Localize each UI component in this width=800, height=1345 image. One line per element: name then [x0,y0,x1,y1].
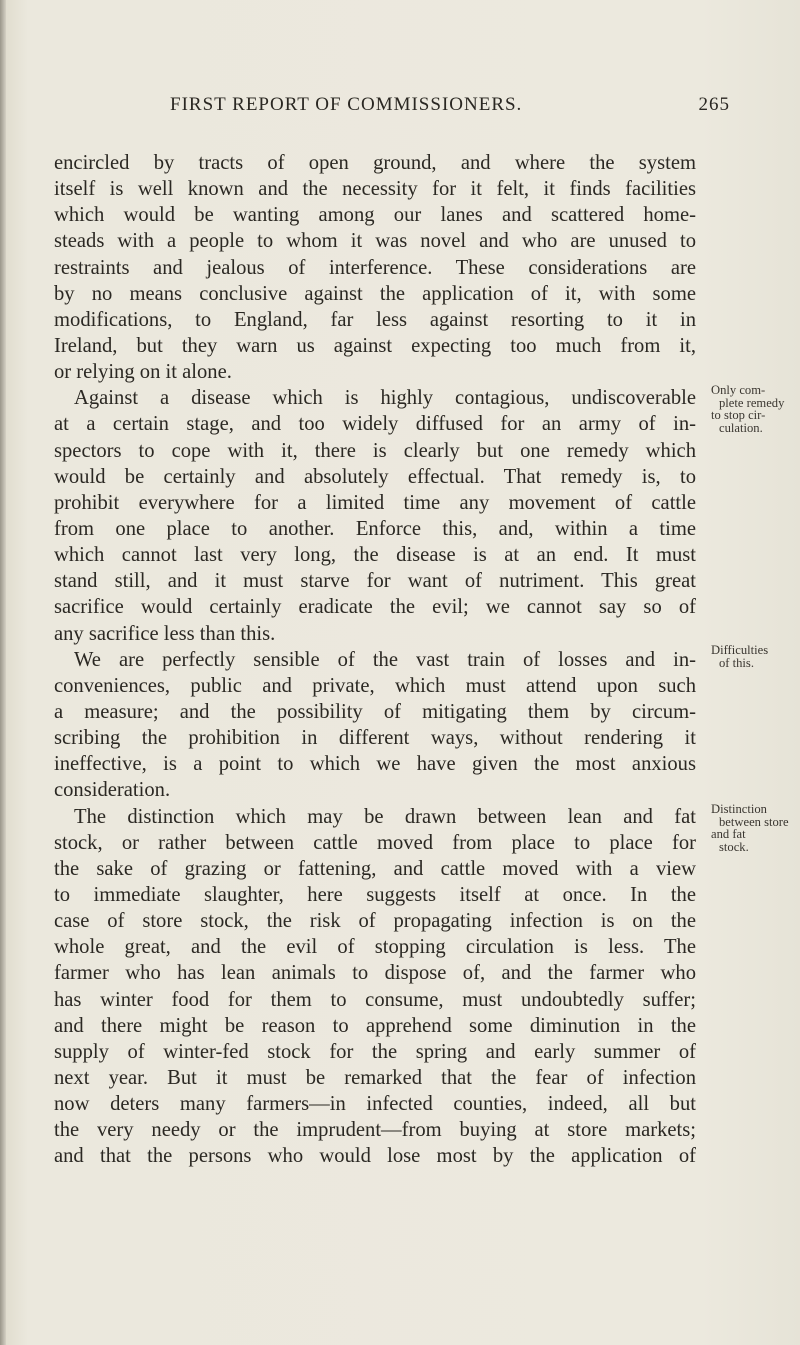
page-spine-shadow [0,0,6,1345]
text-line: would be certainly and absolutely effectual. That remedy is, to [54,465,696,488]
paragraph-start-line: We are perfectly sensible of the vast train of losses and in- [74,648,696,671]
margin-note-line: culation. [719,420,763,435]
text-line: case of store stock, the risk of propagating infection is on the [54,910,696,933]
margin-note-line: Only com- [711,383,766,397]
text-line: at a certain stage, and too widely diffused for an army of in- [54,413,696,436]
margin-note-line: Distinction [711,802,767,816]
text-line: the very needy or the imprudent—from buying at store markets; [54,1119,696,1142]
paragraph-end-line: or relying on it alone. [54,361,232,384]
text-line: which cannot last very long, the disease is at an end. It must [54,544,696,567]
text-line: now deters many farmers—in infected counties, indeed, all but [54,1093,696,1116]
text-line: from one place to another. Enforce this, and, within a time [54,517,696,540]
text-line: modifications, to England, far less against resorting to it in [54,308,696,331]
text-line: stand still, and it must starve for want of nutriment. This great [54,570,696,593]
text-line: has winter food for them to consume, must undoubtedly suffer; [54,988,696,1011]
running-head-title: FIRST REPORT OF COMMISSIONERS. [170,94,523,115]
margin-note-line: Difficulties [711,643,769,657]
text-line: restraints and jealous of interference. These considerations are [54,256,696,279]
text-line: encircled by tracts of open ground, and where the system [54,152,696,174]
page-number: 265 [698,94,730,115]
margin-note-difficulties [711,644,797,669]
margin-note-line: and fat [711,827,746,841]
paragraph-end-line: any sacrifice less than this. [54,622,276,645]
text-line: spectors to cope with it, there is clearly but one remedy which [54,439,696,462]
body-text [54,150,696,1169]
paragraph-start-line: Against a disease which is highly contagious, undiscoverable [74,387,696,410]
text-line: next year. But it must be remarked that the fear of infection [54,1066,696,1089]
running-head [170,94,730,120]
text-line: stock, or rather between cattle moved from place to place for [54,831,696,854]
margin-note-line: between store [719,814,789,829]
text-line: scribing the prohibition in different ways, without rendering it [54,727,696,750]
text-line: and that the persons who would lose most by the application of [54,1145,696,1168]
text-line: the sake of grazing or fattening, and cattle moved with a view [54,857,696,880]
text-line: which would be wanting among our lanes and scattered home- [54,204,696,227]
text-line: ineffective, is a point to which we have given the most anxious [54,753,696,776]
paragraph-end-line: consideration. [54,779,171,802]
margin-note-line: plete remedy [719,395,785,410]
margin-note-remedy [711,384,797,434]
paragraph-start-line: The distinction which may be drawn between lean and fat [74,805,696,828]
text-line: by no means conclusive against the application of it, with some [54,282,696,305]
text-line: farmer who has lean animals to dispose of, and the farmer who [54,962,696,985]
text-line: steads with a people to whom it was novel and who are unused to [54,230,696,253]
text-line: itself is well known and the necessity for it felt, it finds facilities [54,178,696,201]
text-line: to immediate slaughter, here suggests itself at once. In the [54,883,696,906]
margin-note-line: to stop cir- [711,408,766,422]
text-line: and there might be reason to apprehend some diminution in the [54,1014,696,1037]
margin-note-line: of this. [719,655,754,670]
text-line: a measure; and the possibility of mitigating them by circum- [54,700,696,723]
text-line: prohibit everywhere for a limited time any movement of cattle [54,491,696,514]
margin-note-distinction [711,803,797,853]
text-line: Ireland, but they warn us against expecting too much from it, [54,334,696,357]
text-line: sacrifice would certainly eradicate the evil; we cannot say so of [54,596,696,619]
margin-note-line: stock. [719,839,749,854]
text-line: whole great, and the evil of stopping circulation is less. The [54,936,696,959]
text-line: supply of winter-fed stock for the spring and early summer of [54,1040,696,1063]
text-line: conveniences, public and private, which must attend upon such [54,674,696,697]
